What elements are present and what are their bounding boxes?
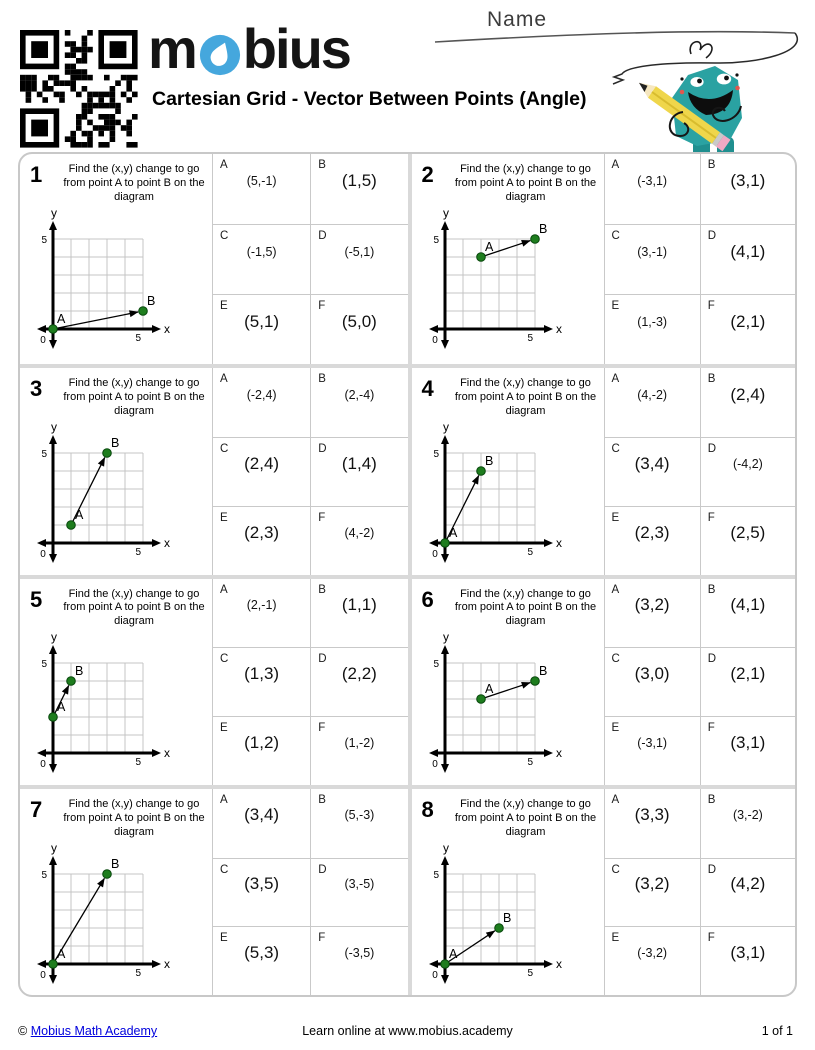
answer-letter: D xyxy=(707,443,717,455)
answer-value: (5,0) xyxy=(341,311,377,331)
answer-value: (2,5) xyxy=(730,522,766,542)
answer-value: (1,1) xyxy=(341,594,377,614)
svg-text:B: B xyxy=(111,856,120,871)
answer-value: (1,2) xyxy=(244,732,280,752)
answer-value: (3,5) xyxy=(244,874,280,894)
svg-text:x: x xyxy=(164,746,170,761)
coordinate-grid xyxy=(421,629,597,775)
problem-left-panel xyxy=(20,789,212,995)
mascot-cheek xyxy=(735,86,740,91)
problem-instruction: Find the (x,y) change to go from point A to point B on the diagram xyxy=(454,797,597,838)
problem-5 xyxy=(20,579,408,785)
answer-value: (4,-2) xyxy=(344,525,375,540)
answer-value: (3,2) xyxy=(634,874,670,894)
answer-letter: E xyxy=(220,722,228,734)
problem-instruction: Find the (x,y) change to go from point A to point B on the diagram xyxy=(63,587,205,628)
answer-option-E xyxy=(213,506,310,575)
answer-option-D xyxy=(700,437,795,506)
answer-value: (3,-5) xyxy=(344,877,375,892)
answer-value: (3,4) xyxy=(244,805,280,825)
answer-letter: D xyxy=(318,863,327,876)
answer-letter: B xyxy=(318,583,326,596)
coordinate-grid xyxy=(29,629,205,775)
svg-text:y: y xyxy=(442,205,449,220)
svg-text:x: x xyxy=(555,536,562,551)
svg-text:A: A xyxy=(448,946,457,961)
answer-letter: A xyxy=(611,793,620,806)
answer-option-C xyxy=(605,224,700,294)
answer-value: (2,2) xyxy=(341,664,377,684)
answer-letter: A xyxy=(611,583,620,596)
answer-option-A xyxy=(213,579,310,648)
answer-option-E xyxy=(213,926,310,995)
answer-value: (2,-1) xyxy=(246,597,277,612)
answer-letter: C xyxy=(220,443,229,455)
mascot-brow-dot xyxy=(735,73,738,76)
answer-option-B xyxy=(700,154,795,224)
answer-option-D xyxy=(310,858,407,927)
coordinate-grid xyxy=(29,205,205,351)
answer-letter: A xyxy=(220,583,228,596)
answer-value: (3,1) xyxy=(730,171,766,191)
problem-number: 2 xyxy=(421,162,434,187)
svg-text:A: A xyxy=(57,311,66,326)
answer-value: (5,1) xyxy=(244,311,280,331)
name-field-label: Name xyxy=(487,8,548,31)
copyright-symbol: © xyxy=(18,1024,28,1038)
svg-text:y: y xyxy=(442,420,449,435)
answer-letter: F xyxy=(318,932,326,945)
answer-grid xyxy=(212,154,408,364)
answer-letter: C xyxy=(611,653,620,666)
answer-letter: F xyxy=(707,722,715,734)
svg-text:5: 5 xyxy=(526,332,533,344)
answer-letter: B xyxy=(707,583,716,596)
problem-7 xyxy=(20,789,408,995)
problem-instruction: Find the (x,y) change to go from point A to point B on the diagram xyxy=(454,377,597,418)
answer-option-A xyxy=(605,579,700,648)
svg-text:x: x xyxy=(555,321,562,336)
answer-value: (2,4) xyxy=(244,453,280,473)
hair-curl xyxy=(690,42,712,58)
answer-letter: F xyxy=(707,511,715,524)
answer-option-C xyxy=(213,858,310,927)
answer-value: (2,3) xyxy=(244,522,280,542)
svg-text:5: 5 xyxy=(41,449,47,461)
answer-letter: D xyxy=(707,230,717,243)
answer-letter: E xyxy=(611,932,620,945)
answer-grid xyxy=(212,789,408,995)
svg-text:5: 5 xyxy=(526,757,533,769)
answer-letter: F xyxy=(707,300,715,313)
svg-text:y: y xyxy=(51,420,57,435)
answer-letter: B xyxy=(318,159,326,171)
answer-letter: E xyxy=(611,722,620,734)
mobius-logo xyxy=(148,16,350,81)
problem-6 xyxy=(408,579,796,785)
answer-option-A xyxy=(605,368,700,437)
mascot-pupil xyxy=(697,79,702,84)
svg-text:5: 5 xyxy=(135,757,141,769)
svg-text:5: 5 xyxy=(432,659,439,671)
problem-4 xyxy=(408,368,796,574)
problem-number: 3 xyxy=(30,376,43,402)
svg-text:5: 5 xyxy=(432,449,439,461)
answer-letter: E xyxy=(220,300,228,313)
answer-option-F xyxy=(700,716,795,785)
answer-value: (1,-2) xyxy=(344,735,375,750)
answer-letter: D xyxy=(318,653,327,666)
svg-text:5: 5 xyxy=(41,234,47,246)
problem-left-panel xyxy=(412,368,604,574)
svg-text:B: B xyxy=(538,664,547,679)
coordinate-grid xyxy=(421,419,597,565)
answer-value: (4,2) xyxy=(730,874,766,894)
problem-left-panel xyxy=(20,154,212,364)
mascot-brow-dot xyxy=(680,77,683,80)
footer-copyright xyxy=(18,1024,157,1038)
answer-value: (2,-4) xyxy=(344,387,375,402)
answer-value: (1,3) xyxy=(244,664,280,684)
answer-option-C xyxy=(213,647,310,716)
answer-option-E xyxy=(605,926,700,995)
logo-text-prefix: m xyxy=(148,17,196,80)
answer-option-E xyxy=(605,716,700,785)
answer-value: (1,-3) xyxy=(637,314,668,329)
answer-option-F xyxy=(310,294,407,364)
answer-value: (3,-1) xyxy=(637,244,668,259)
answer-option-C xyxy=(605,647,700,716)
answer-letter: B xyxy=(318,793,326,806)
logo-text-suffix: bius xyxy=(242,17,350,80)
svg-text:B: B xyxy=(75,664,84,679)
answer-letter: C xyxy=(611,230,620,243)
svg-text:0: 0 xyxy=(431,334,438,346)
answer-letter: C xyxy=(611,863,620,876)
problem-3 xyxy=(20,368,408,574)
problem-row xyxy=(20,364,795,574)
coordinate-grid xyxy=(421,840,597,986)
svg-text:x: x xyxy=(164,956,170,971)
problem-1 xyxy=(20,154,408,364)
answer-letter: C xyxy=(220,653,229,666)
problem-row xyxy=(20,785,795,995)
answer-option-D xyxy=(700,858,795,927)
answer-letter: B xyxy=(318,373,326,386)
answer-value: (3,2) xyxy=(634,594,670,614)
svg-text:A: A xyxy=(57,946,66,961)
answer-option-A xyxy=(213,789,310,858)
svg-text:0: 0 xyxy=(431,759,438,771)
answer-value: (3,1) xyxy=(730,732,766,752)
footer-center-text: Learn online at www.mobius.academy xyxy=(302,1024,513,1038)
answer-value: (4,1) xyxy=(730,241,766,261)
answer-option-E xyxy=(213,716,310,785)
answer-option-C xyxy=(605,437,700,506)
answer-option-D xyxy=(310,224,407,294)
svg-text:0: 0 xyxy=(40,334,46,346)
answer-letter: A xyxy=(611,159,620,171)
answer-option-B xyxy=(310,368,407,437)
answer-letter: B xyxy=(707,793,716,806)
answer-option-D xyxy=(700,647,795,716)
answer-grid xyxy=(212,368,408,574)
answer-option-D xyxy=(700,224,795,294)
svg-text:0: 0 xyxy=(40,549,46,561)
answer-option-F xyxy=(310,716,407,785)
answer-value: (5,-3) xyxy=(344,808,375,823)
answer-option-C xyxy=(605,858,700,927)
problem-2 xyxy=(408,154,796,364)
svg-text:y: y xyxy=(442,840,449,855)
answer-value: (-2,4) xyxy=(246,387,277,402)
svg-text:x: x xyxy=(555,956,562,971)
svg-text:x: x xyxy=(164,536,170,551)
problem-instruction: Find the (x,y) change to go from point A to point B on the diagram xyxy=(454,163,597,203)
answer-letter: C xyxy=(220,230,229,243)
svg-text:B: B xyxy=(502,910,511,925)
answer-option-C xyxy=(213,224,310,294)
problem-left-panel xyxy=(20,368,212,574)
answer-letter: C xyxy=(611,443,620,455)
answer-letter: C xyxy=(220,863,229,876)
answer-grid xyxy=(604,154,796,364)
answer-value: (2,4) xyxy=(730,384,766,404)
answer-value: (2,3) xyxy=(634,522,670,542)
answer-option-B xyxy=(700,579,795,648)
answer-grid xyxy=(604,368,796,574)
answer-option-A xyxy=(213,154,310,224)
answer-option-A xyxy=(213,368,310,437)
answer-letter: D xyxy=(707,653,717,666)
answer-value: (5,3) xyxy=(244,943,280,963)
svg-text:x: x xyxy=(555,746,562,761)
answer-option-E xyxy=(213,294,310,364)
problem-instruction: Find the (x,y) change to go from point A to point B on the diagram xyxy=(63,797,205,838)
problem-number: 8 xyxy=(421,796,434,822)
svg-text:A: A xyxy=(484,682,493,697)
answer-option-B xyxy=(310,154,407,224)
problem-number: 4 xyxy=(421,376,434,402)
problem-instruction: Find the (x,y) change to go from point A to point B on the diagram xyxy=(63,377,205,418)
answer-value: (3,4) xyxy=(634,453,670,473)
answer-value: (3,1) xyxy=(730,943,766,963)
answer-value: (5,-1) xyxy=(246,174,277,189)
svg-text:A: A xyxy=(75,508,84,523)
svg-text:y: y xyxy=(51,840,57,855)
answer-value: (3,-2) xyxy=(732,808,763,823)
svg-text:5: 5 xyxy=(526,967,533,979)
answer-letter: E xyxy=(611,511,620,524)
answer-value: (4,1) xyxy=(730,594,766,614)
answer-grid xyxy=(212,579,408,785)
answer-grid xyxy=(604,789,796,995)
qr-code-image xyxy=(18,28,140,150)
answer-option-D xyxy=(310,437,407,506)
problem-number: 1 xyxy=(30,162,43,187)
answer-option-F xyxy=(310,506,407,575)
answer-option-E xyxy=(605,506,700,575)
answer-option-B xyxy=(700,368,795,437)
answer-value: (2,1) xyxy=(730,311,766,331)
svg-text:B: B xyxy=(111,436,120,451)
name-line xyxy=(435,32,795,42)
svg-text:5: 5 xyxy=(135,332,141,344)
problem-left-panel xyxy=(412,154,604,364)
answer-value: (2,1) xyxy=(730,664,766,684)
answer-value: (-5,1) xyxy=(344,244,375,259)
answer-value: (-3,1) xyxy=(637,174,668,189)
svg-text:5: 5 xyxy=(432,234,439,246)
problem-8 xyxy=(408,789,796,995)
svg-text:5: 5 xyxy=(432,869,439,881)
answer-option-C xyxy=(213,437,310,506)
coordinate-grid xyxy=(29,419,205,565)
svg-text:5: 5 xyxy=(135,967,141,979)
answer-value: (-4,2) xyxy=(732,456,763,471)
answer-option-D xyxy=(310,647,407,716)
worksheet-grid xyxy=(18,152,797,997)
qr-code xyxy=(18,28,140,150)
svg-text:0: 0 xyxy=(40,969,46,981)
answer-letter: A xyxy=(611,373,620,386)
svg-text:y: y xyxy=(51,630,57,645)
answer-value: (3,3) xyxy=(634,805,670,825)
problem-left-panel xyxy=(412,579,604,785)
svg-text:5: 5 xyxy=(135,547,141,559)
worksheet-title: Cartesian Grid - Vector Between Points (Angle) xyxy=(152,88,587,110)
svg-text:B: B xyxy=(484,454,493,469)
mascot-illustration xyxy=(425,0,815,166)
answer-letter: A xyxy=(220,373,228,386)
answer-letter: D xyxy=(318,443,327,455)
answer-option-F xyxy=(700,506,795,575)
answer-letter: F xyxy=(318,511,326,524)
answer-value: (4,-2) xyxy=(637,387,668,402)
answer-value: (-3,1) xyxy=(637,735,668,750)
mascot-eye xyxy=(717,74,731,85)
answer-grid xyxy=(604,579,796,785)
problem-row xyxy=(20,154,795,364)
answer-letter: D xyxy=(318,230,327,243)
answer-value: (-3,5) xyxy=(344,946,375,961)
svg-text:y: y xyxy=(51,205,57,220)
svg-text:5: 5 xyxy=(526,547,533,559)
svg-text:B: B xyxy=(538,221,547,236)
svg-text:y: y xyxy=(442,630,449,645)
page-number: 1 of 1 xyxy=(761,1024,793,1038)
answer-option-A xyxy=(605,154,700,224)
answer-option-B xyxy=(310,579,407,648)
answer-letter: B xyxy=(707,159,716,171)
logo-droplet-icon xyxy=(198,33,242,77)
problem-number: 7 xyxy=(30,796,43,822)
answer-letter: F xyxy=(707,932,715,945)
svg-text:B: B xyxy=(147,293,156,308)
coordinate-grid xyxy=(421,205,597,351)
problem-number: 6 xyxy=(421,586,434,612)
answer-option-B xyxy=(700,789,795,858)
problem-left-panel xyxy=(20,579,212,785)
svg-text:0: 0 xyxy=(431,549,438,561)
answer-letter: A xyxy=(220,159,228,171)
answer-option-A xyxy=(605,789,700,858)
coordinate-grid xyxy=(29,840,205,986)
svg-text:A: A xyxy=(57,700,66,715)
problem-left-panel xyxy=(412,789,604,995)
problem-row xyxy=(20,575,795,785)
answer-value: (1,5) xyxy=(341,171,377,191)
svg-text:5: 5 xyxy=(41,869,47,881)
problem-instruction: Find the (x,y) change to go from point A to point B on the diagram xyxy=(454,587,597,628)
answer-letter: E xyxy=(611,300,620,313)
answer-option-F xyxy=(700,294,795,364)
answer-option-F xyxy=(700,926,795,995)
answer-letter: E xyxy=(220,932,228,945)
answer-letter: F xyxy=(318,300,326,313)
answer-option-F xyxy=(310,926,407,995)
mascot-pupil xyxy=(724,76,729,81)
mascot-cheek xyxy=(680,90,685,95)
answer-letter: E xyxy=(220,511,228,524)
answer-option-B xyxy=(310,789,407,858)
answer-option-E xyxy=(605,294,700,364)
svg-text:A: A xyxy=(484,239,493,254)
answer-value: (-1,5) xyxy=(246,244,277,259)
svg-text:5: 5 xyxy=(41,659,47,671)
answer-value: (3,0) xyxy=(634,664,670,684)
svg-text:0: 0 xyxy=(431,969,438,981)
answer-value: (1,4) xyxy=(341,453,377,473)
svg-text:x: x xyxy=(164,321,170,336)
answer-value: (-3,2) xyxy=(637,946,668,961)
mobius-academy-link[interactable]: Mobius Math Academy xyxy=(30,1024,158,1038)
problem-instruction: Find the (x,y) change to go from point A to point B on the diagram xyxy=(63,163,205,203)
problem-number: 5 xyxy=(30,586,43,612)
svg-text:A: A xyxy=(448,526,457,541)
answer-letter: D xyxy=(707,863,717,876)
answer-letter: F xyxy=(318,722,326,734)
svg-text:0: 0 xyxy=(40,759,46,771)
answer-letter: A xyxy=(220,793,228,806)
answer-letter: B xyxy=(707,373,716,386)
